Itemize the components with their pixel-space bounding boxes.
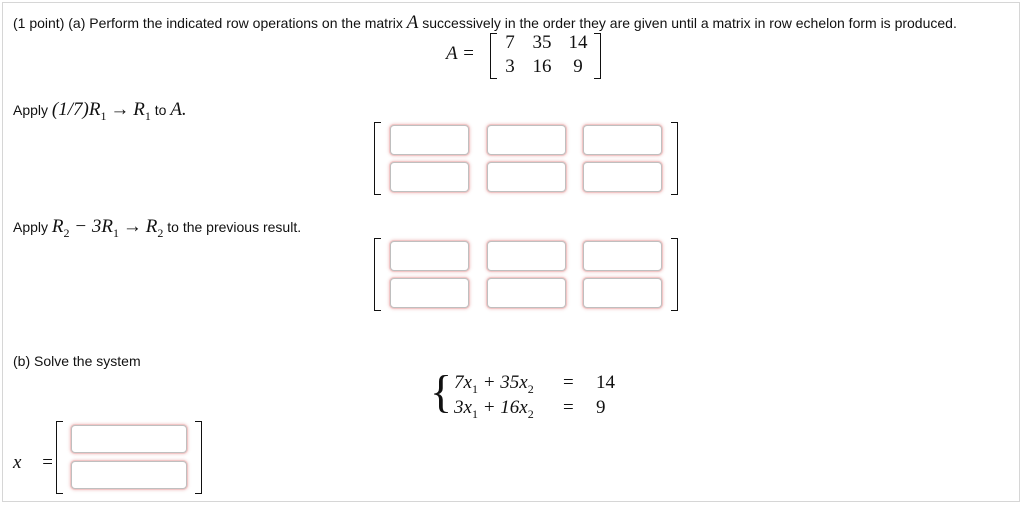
step2-apply: Apply <box>13 219 49 235</box>
step2-right-bracket <box>671 238 678 311</box>
step1-left-bracket <box>374 122 381 195</box>
step1-answer-r1c2[interactable] <box>487 125 566 155</box>
solution-answer-x2[interactable] <box>71 461 187 489</box>
matrix-symbol: A <box>406 12 419 33</box>
step2-answer-r1c1[interactable] <box>390 241 469 271</box>
part-a-prefix: (a) Perform the indicated row operations on the matrix <box>68 15 403 31</box>
matrix-a-left-bracket <box>490 33 497 79</box>
matrix-a-cell: 16 <box>532 56 552 77</box>
matrix-a-cell: 35 <box>532 32 552 53</box>
step1-answer-r2c2[interactable] <box>487 162 566 192</box>
vector-right-bracket <box>195 421 202 494</box>
step2-suffix: to the previous result. <box>167 219 302 235</box>
equation-2-rhs: 9 <box>596 397 606 418</box>
step2-answer-r1c3[interactable] <box>583 241 662 271</box>
step1-answer-r1c3[interactable] <box>583 125 662 155</box>
matrix-a-cell: 3 <box>505 56 515 77</box>
step2-answer-r2c2[interactable] <box>487 278 566 308</box>
step2-op: R <box>51 216 64 237</box>
matrix-a-label: A = <box>446 43 475 64</box>
matrix-a-cell: 7 <box>505 32 515 53</box>
step2-left-bracket <box>374 238 381 311</box>
matrix-a-cell: 14 <box>568 32 588 53</box>
step1-target: A. <box>170 99 187 120</box>
step1-apply: Apply <box>13 102 49 118</box>
step2-answer-r2c1[interactable] <box>390 278 469 308</box>
step1-arrow: → <box>110 99 130 120</box>
step1-answer-r2c3[interactable] <box>583 162 662 192</box>
step2-arrow: → <box>122 216 142 237</box>
step1-op-left: (1/7)R <box>51 99 101 120</box>
step2-instruction: Apply $R_2 - 3R_1 \to R_2$ to the previous result. <box>13 216 302 240</box>
step1-to: to <box>154 102 167 118</box>
step1-instruction: Apply $(1/7)R_1 \to R_1$ to A. <box>13 99 187 123</box>
step1-op-right: R <box>133 99 145 120</box>
points-label: (1 point) <box>13 15 65 31</box>
vector-left-bracket <box>56 421 63 494</box>
solution-answer-x1[interactable] <box>71 425 187 453</box>
matrix-a-cell: 9 <box>573 56 583 77</box>
solution-vector-label: x⃗ = <box>13 452 54 473</box>
step2-answer-r2c3[interactable] <box>583 278 662 308</box>
step2-op-right: R <box>145 216 158 237</box>
problem-statement <box>13 12 957 34</box>
step1-answer-r1c1[interactable] <box>390 125 469 155</box>
equation-1-equals: = <box>563 372 574 393</box>
matrix-a-right-bracket <box>594 33 601 79</box>
equation-2-lhs: $3x_1 + 16x_2$ <box>454 397 534 421</box>
equation-2-equals: = <box>563 397 574 418</box>
system-brace: { <box>430 366 453 417</box>
part-b-label: (b) Solve the system <box>13 353 141 369</box>
step1-answer-r2c1[interactable] <box>390 162 469 192</box>
step2-answer-r1c2[interactable] <box>487 241 566 271</box>
equation-1-lhs: $7x_1 + 35x_2$ <box>454 372 534 396</box>
part-a-suffix: successively in the order they are given until a matrix in row echelon form is produced. <box>422 15 957 31</box>
equation-1-rhs: 14 <box>596 372 615 393</box>
step1-right-bracket <box>671 122 678 195</box>
